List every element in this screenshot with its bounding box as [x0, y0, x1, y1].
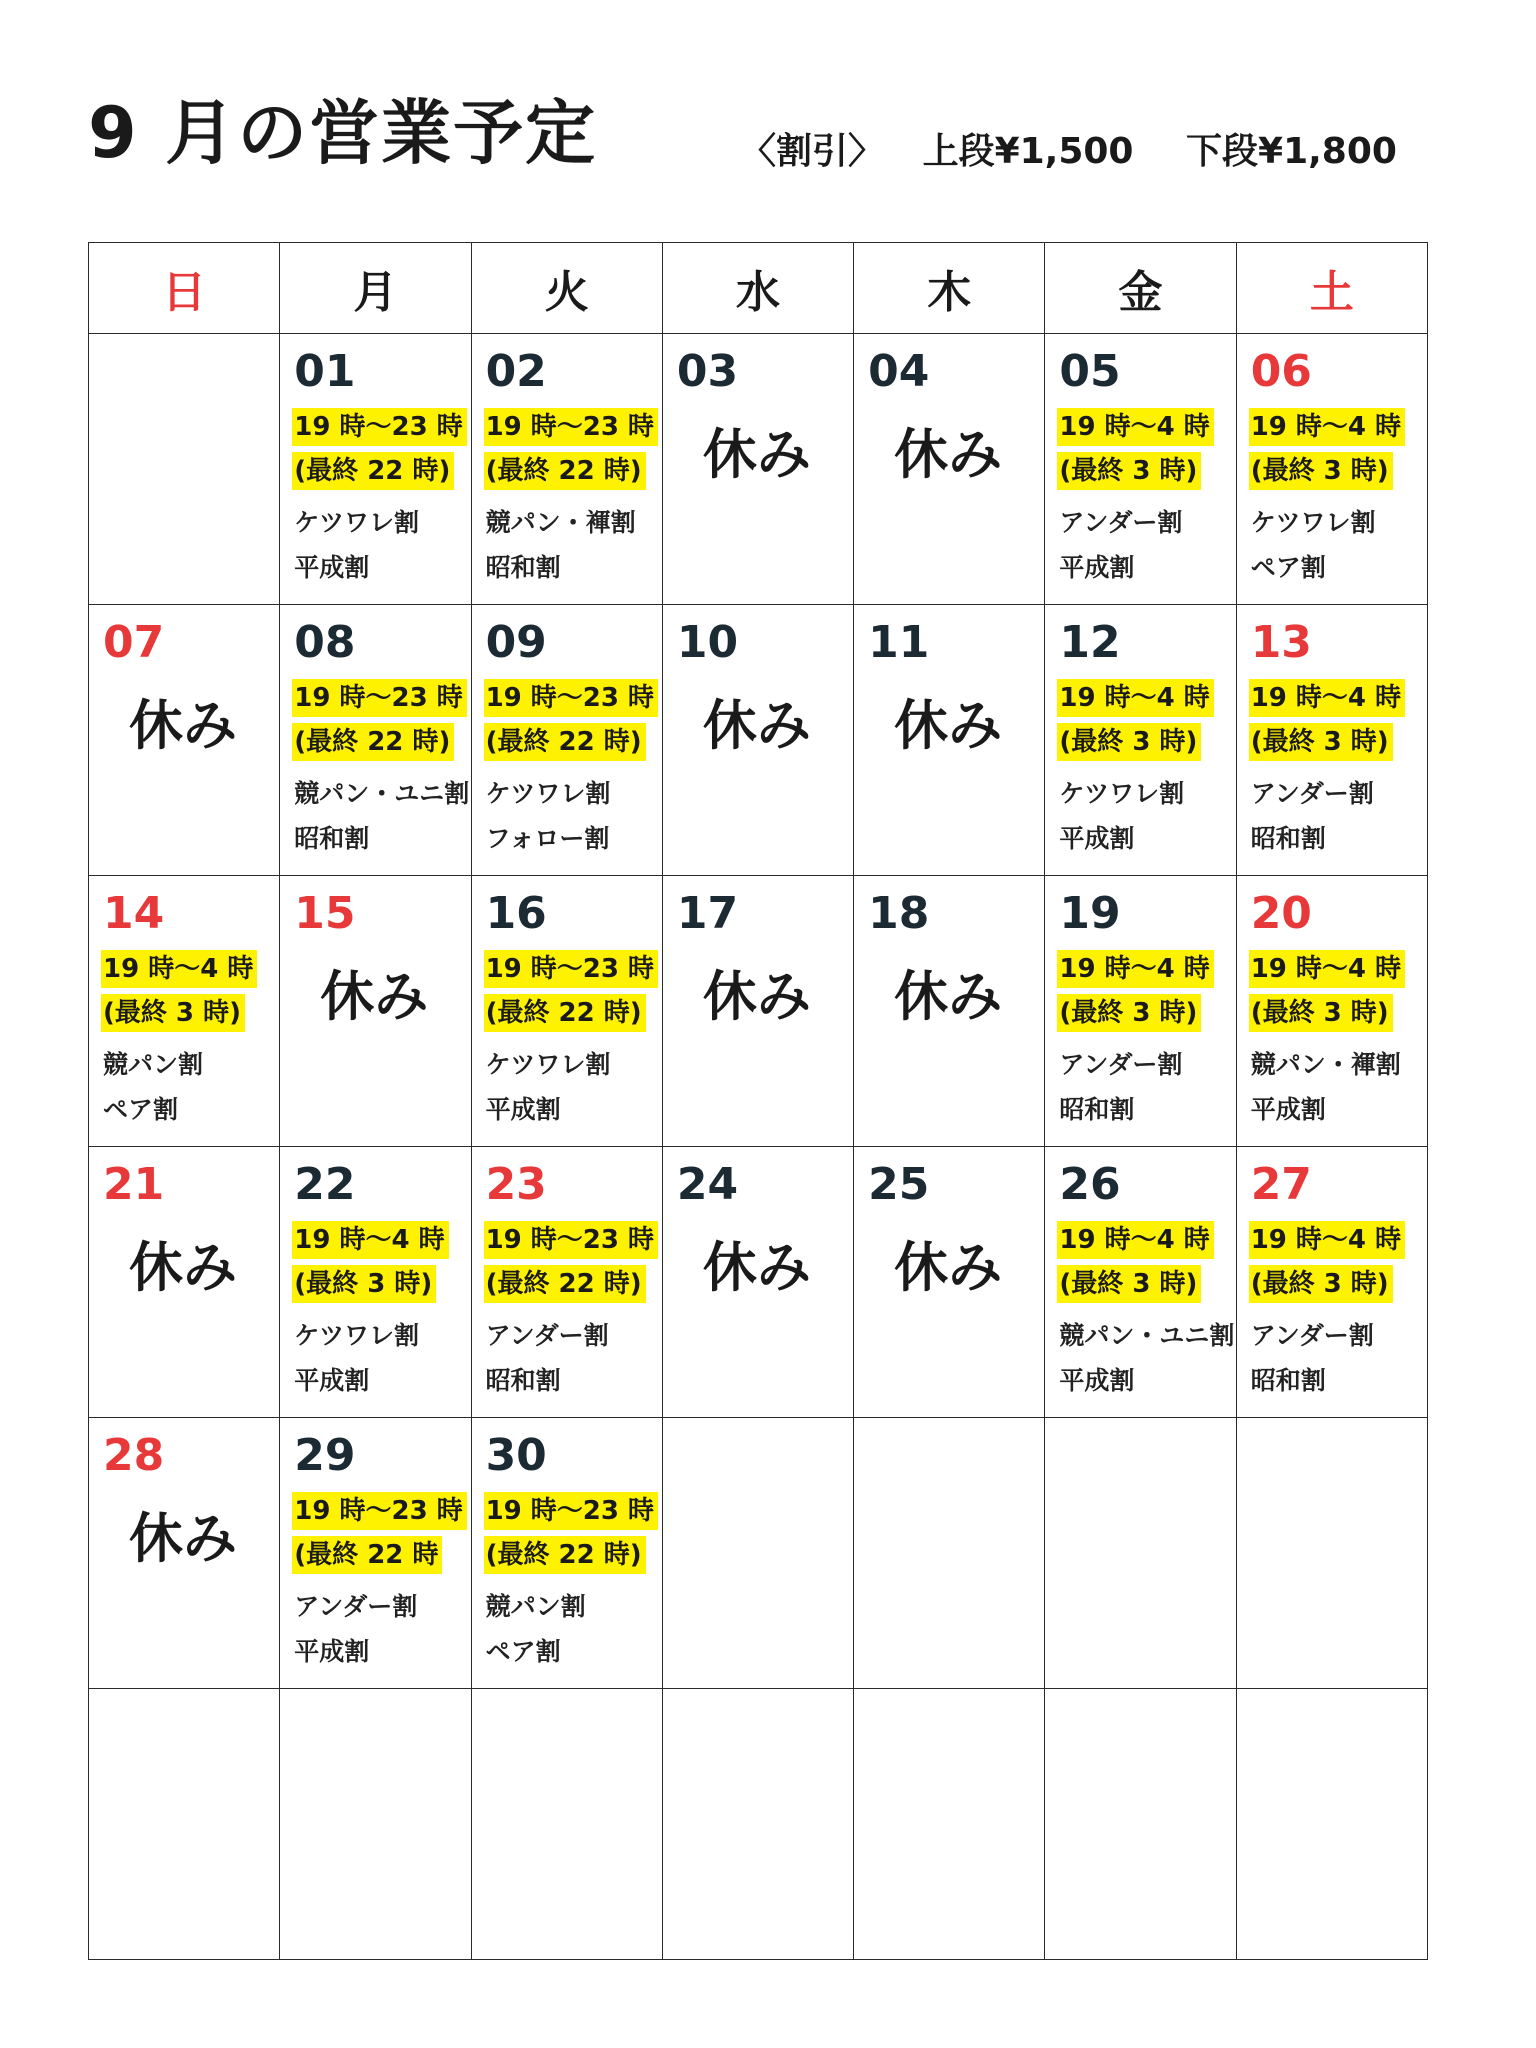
day-number: 13 [1250, 617, 1312, 668]
business-hours: 19 時～4 時 [292, 1221, 448, 1259]
discount-1: ケツワレ割 [1250, 508, 1376, 537]
business-hours: 19 時～23 時 [484, 950, 658, 988]
discount-2: 昭和割 [1250, 824, 1326, 853]
calendar-empty-cell [471, 1689, 662, 1960]
calendar-day-cell [280, 605, 471, 876]
weekday-tue: 火 [471, 243, 662, 334]
business-hours: 19 時～4 時 [1249, 408, 1405, 446]
day-number: 22 [294, 1159, 356, 1210]
business-hours: 19 時～23 時 [484, 1221, 658, 1259]
weekday-sun: 日 [89, 243, 280, 334]
pricing-lower: 下段¥1,800 [1186, 131, 1397, 172]
page-title: 9 月の営業予定 [88, 92, 598, 174]
discount-1: 競パン割 [485, 1592, 586, 1621]
calendar-empty-cell [89, 1689, 280, 1960]
discount-1: アンダー割 [1250, 779, 1374, 808]
discount-1: 競パン割 [103, 1050, 204, 1079]
calendar-day-cell [662, 334, 853, 605]
discount-1: 競パン・ユニ割 [294, 779, 470, 808]
closed-label: 休み [129, 694, 237, 757]
calendar-empty-cell [854, 1689, 1045, 1960]
day-number: 07 [103, 617, 165, 668]
discount-2: 昭和割 [1250, 1366, 1326, 1395]
weekday-header-row [89, 243, 1428, 334]
last-entry: (最終 3 時) [1057, 1265, 1201, 1303]
calendar-day-cell [854, 334, 1045, 605]
calendar-week-row [89, 1418, 1428, 1689]
calendar-week-row [89, 334, 1428, 605]
discount-2: ペア割 [1250, 553, 1326, 582]
closed-label: 休み [129, 1507, 237, 1570]
discount-1: 競パン・ユニ割 [1059, 1321, 1235, 1350]
calendar-day-cell [662, 1147, 853, 1418]
business-hours: 19 時～23 時 [292, 679, 466, 717]
calendar-day-cell [662, 876, 853, 1147]
business-hours: 19 時～4 時 [1249, 950, 1405, 988]
calendar-week-row [89, 876, 1428, 1147]
calendar-week-row [89, 1147, 1428, 1418]
day-number: 05 [1059, 346, 1121, 397]
calendar-day-cell [280, 1147, 471, 1418]
discount-1: アンダー割 [1059, 508, 1183, 537]
calendar-empty-cell [280, 1689, 471, 1960]
last-entry: (最終 3 時) [1249, 1265, 1393, 1303]
last-entry: (最終 22 時) [484, 1536, 646, 1574]
calendar-day-cell [89, 605, 280, 876]
discount-1: アンダー割 [485, 1321, 609, 1350]
business-hours: 19 時～4 時 [1057, 950, 1213, 988]
calendar-day-cell [471, 1418, 662, 1689]
day-number: 04 [868, 346, 930, 397]
calendar-empty-cell [1045, 1689, 1236, 1960]
closed-label: 休み [702, 423, 811, 486]
discount-2: 平成割 [1250, 1095, 1326, 1124]
discount-1: ケツワレ割 [1059, 779, 1185, 808]
day-number: 18 [868, 888, 930, 939]
discount-2: 平成割 [485, 1095, 561, 1124]
last-entry: (最終 22 時) [292, 723, 454, 761]
closed-label: 休み [894, 694, 1003, 757]
discount-2: 昭和割 [485, 553, 561, 582]
calendar-day-cell [1045, 605, 1236, 876]
day-number: 06 [1250, 346, 1312, 397]
calendar-day-cell [854, 1147, 1045, 1418]
calendar-day-cell [1045, 1147, 1236, 1418]
calendar-week-row [89, 605, 1428, 876]
business-hours: 19 時～23 時 [292, 408, 466, 446]
business-hours: 19 時～4 時 [1249, 1221, 1405, 1259]
closed-label: 休み [894, 1236, 1003, 1299]
last-entry: (最終 3 時) [292, 1265, 436, 1303]
day-number: 02 [485, 346, 547, 397]
discount-2: 平成割 [294, 553, 370, 582]
last-entry: (最終 22 時) [484, 452, 646, 490]
calendar-empty-cell [662, 1418, 853, 1689]
last-entry: (最終 3 時) [1057, 994, 1201, 1032]
discount-2: 昭和割 [485, 1366, 561, 1395]
discount-1: ケツワレ割 [294, 508, 420, 537]
discount-2: 平成割 [1059, 553, 1135, 582]
last-entry: (最終 3 時) [1249, 452, 1393, 490]
day-number: 10 [676, 617, 739, 668]
pricing-info [740, 131, 1397, 172]
discount-2: 平成割 [1059, 1366, 1135, 1395]
day-number: 17 [676, 888, 739, 939]
day-number: 20 [1250, 888, 1312, 939]
day-number: 16 [485, 888, 547, 939]
day-number: 23 [485, 1159, 547, 1210]
calendar-empty-cell [1236, 1418, 1427, 1689]
calendar-day-cell [1045, 876, 1236, 1147]
last-entry: (最終 3 時) [1057, 723, 1201, 761]
calendar-empty-cell [662, 1689, 853, 1960]
day-number: 19 [1059, 888, 1121, 939]
discount-2: ペア割 [485, 1637, 561, 1666]
closed-label: 休み [129, 1236, 237, 1299]
last-entry: (最終 3 時) [1057, 452, 1201, 490]
last-entry: (最終 22 時) [484, 723, 646, 761]
calendar-empty-cell [1236, 1689, 1427, 1960]
day-number: 03 [676, 346, 739, 397]
day-number: 29 [294, 1430, 356, 1481]
calendar-day-cell [89, 1147, 280, 1418]
calendar-day-cell [471, 605, 662, 876]
calendar-day-cell [1045, 334, 1236, 605]
calendar-day-cell [1236, 876, 1427, 1147]
day-number: 09 [485, 617, 547, 668]
weekday-sat: 土 [1236, 243, 1427, 334]
weekday-wed: 水 [662, 243, 853, 334]
discount-2: 昭和割 [294, 824, 370, 853]
closed-label: 休み [320, 965, 429, 1028]
day-number: 08 [294, 617, 356, 668]
calendar-day-cell [280, 1418, 471, 1689]
discount-1: ケツワレ割 [485, 779, 611, 808]
calendar-day-cell [89, 1418, 280, 1689]
discount-1: 競パン・褌割 [485, 508, 636, 537]
pricing-upper: 上段¥1,500 [922, 131, 1134, 172]
day-number: 25 [868, 1159, 930, 1210]
calendar-day-cell [1236, 334, 1427, 605]
calendar-day-cell [1236, 605, 1427, 876]
day-number: 15 [294, 888, 356, 939]
day-number: 21 [103, 1159, 165, 1210]
calendar-empty-cell [89, 334, 280, 605]
discount-1: 競パン・褌割 [1250, 1050, 1401, 1079]
weekday-mon: 月 [280, 243, 471, 334]
calendar-week-row [89, 1689, 1428, 1960]
business-hours: 19 時～4 時 [1057, 1221, 1213, 1259]
business-hours: 19 時～4 時 [1057, 679, 1213, 717]
business-hours: 19 時～4 時 [101, 950, 257, 988]
calendar-day-cell [471, 876, 662, 1147]
day-number: 30 [485, 1430, 547, 1481]
day-number: 11 [868, 617, 930, 668]
discount-1: アンダー割 [1250, 1321, 1374, 1350]
calendar-day-cell [89, 876, 280, 1147]
discount-2: 昭和割 [1059, 1095, 1135, 1124]
discount-1: ケツワレ割 [485, 1050, 611, 1079]
business-hours: 19 時～4 時 [1057, 408, 1213, 446]
calendar-day-cell [854, 605, 1045, 876]
weekday-thu: 木 [854, 243, 1045, 334]
calendar-day-cell [471, 334, 662, 605]
discount-2: 平成割 [294, 1366, 370, 1395]
weekday-fri: 金 [1045, 243, 1236, 334]
discount-1: ケツワレ割 [294, 1321, 420, 1350]
last-entry: (最終 22 時 [292, 1536, 442, 1574]
last-entry: (最終 22 時) [484, 994, 646, 1032]
day-number: 12 [1059, 617, 1121, 668]
discount-1: アンダー割 [1059, 1050, 1183, 1079]
closed-label: 休み [894, 423, 1003, 486]
business-hours: 19 時～4 時 [1249, 679, 1405, 717]
pricing-label: 〈割引〉 [740, 131, 885, 172]
business-hours: 19 時～23 時 [484, 679, 658, 717]
closed-label: 休み [894, 965, 1003, 1028]
calendar-day-cell [280, 334, 471, 605]
business-hours: 19 時～23 時 [292, 1492, 466, 1530]
calendar-grid [88, 242, 1428, 1960]
calendar-empty-cell [1045, 1418, 1236, 1689]
calendar-day-cell [280, 876, 471, 1147]
last-entry: (最終 22 時) [484, 1265, 646, 1303]
closed-label: 休み [702, 1236, 811, 1299]
calendar-day-cell [1236, 1147, 1427, 1418]
discount-1: アンダー割 [294, 1592, 418, 1621]
day-number: 28 [103, 1430, 165, 1481]
day-number: 24 [676, 1159, 739, 1210]
discount-2: フォロー割 [485, 824, 610, 853]
day-number: 14 [103, 888, 165, 939]
business-hours: 19 時～23 時 [484, 1492, 658, 1530]
business-hours: 19 時～23 時 [484, 408, 658, 446]
closed-label: 休み [702, 694, 811, 757]
last-entry: (最終 3 時) [1249, 994, 1393, 1032]
calendar-day-cell [854, 876, 1045, 1147]
discount-2: 平成割 [1059, 824, 1135, 853]
closed-label: 休み [702, 965, 811, 1028]
day-number: 26 [1059, 1159, 1121, 1210]
discount-2: 平成割 [294, 1637, 370, 1666]
last-entry: (最終 3 時) [101, 994, 245, 1032]
calendar-day-cell [471, 1147, 662, 1418]
discount-2: ペア割 [103, 1095, 179, 1124]
day-number: 27 [1250, 1159, 1312, 1210]
calendar-empty-cell [854, 1418, 1045, 1689]
day-number: 01 [294, 346, 356, 397]
last-entry: (最終 3 時) [1249, 723, 1393, 761]
calendar-day-cell [662, 605, 853, 876]
last-entry: (最終 22 時) [292, 452, 454, 490]
